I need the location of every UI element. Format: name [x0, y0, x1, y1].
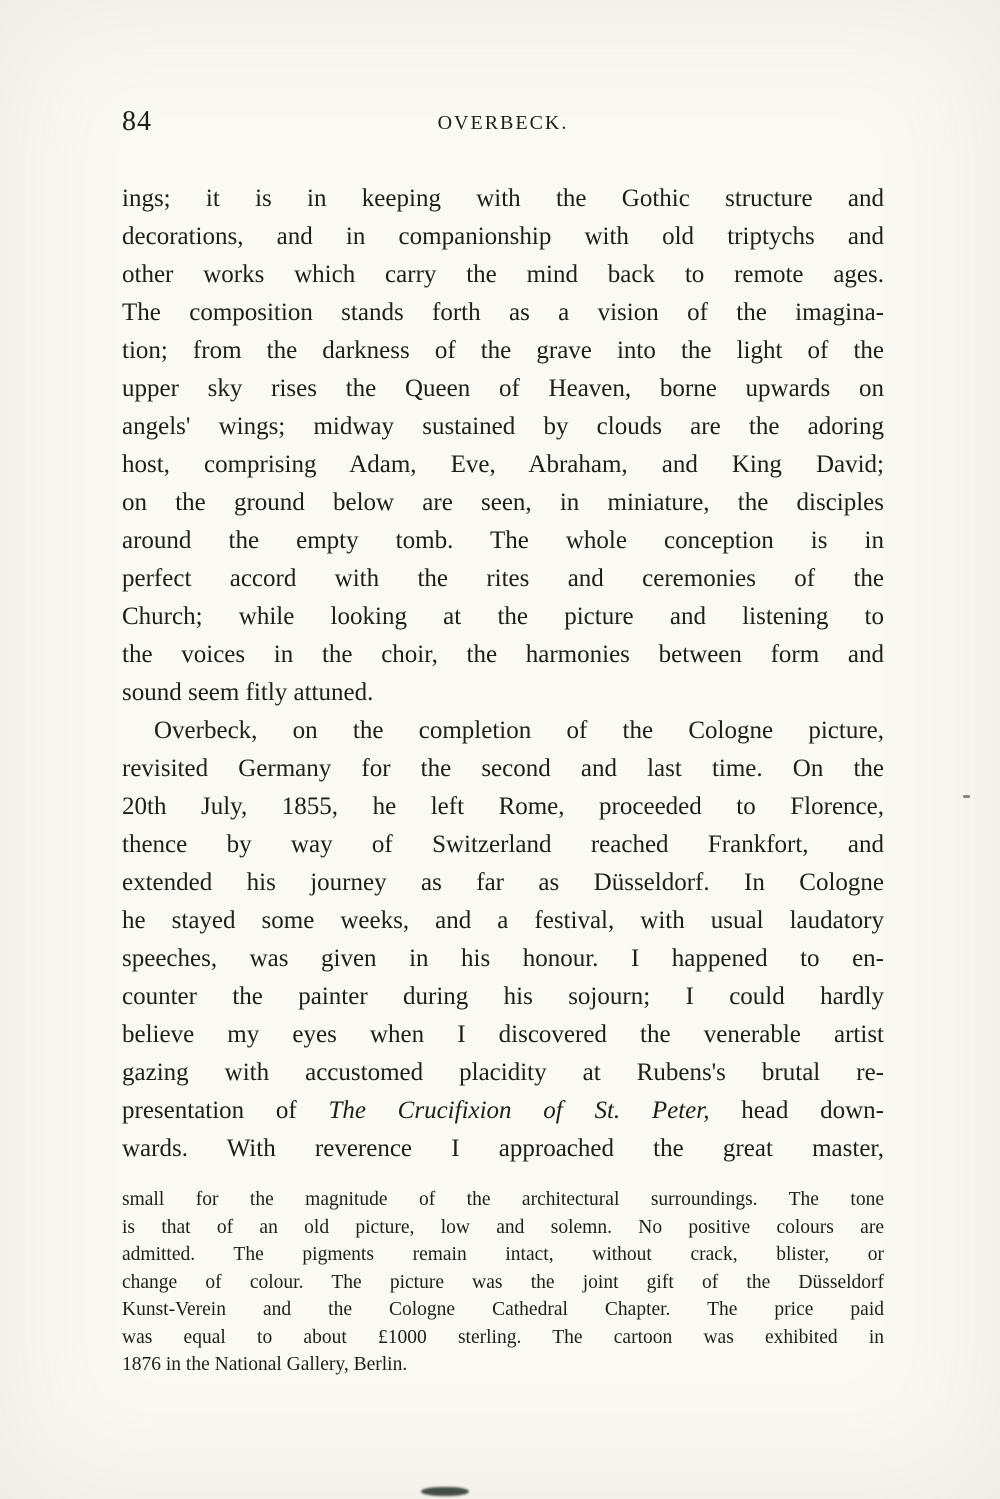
text-segment: Kunst-Verein and the Cologne Cathedral Chapter. The price paid	[122, 1299, 884, 1320]
text-line	[122, 1186, 884, 1214]
text-segment: sound seem fitly attuned.	[122, 679, 374, 706]
text-segment: around the empty tomb. The whole conception is in	[122, 527, 884, 554]
text-segment: host, comprising Adam, Eve, Abraham, and King David;	[122, 451, 884, 478]
text-line	[122, 636, 884, 674]
text-line	[122, 750, 884, 788]
text-line	[122, 978, 884, 1016]
text-segment: presentation of	[122, 1097, 329, 1124]
text-line	[122, 1092, 884, 1130]
text-line	[122, 408, 884, 446]
text-line	[122, 788, 884, 826]
text-line	[122, 864, 884, 902]
text-segment: other works which carry the mind back to remote ages.	[122, 261, 884, 288]
text-segment: he stayed some weeks, and a festival, with usual laudatory	[122, 907, 884, 934]
text-line	[122, 256, 884, 294]
text-line	[122, 332, 884, 370]
text-line	[122, 712, 884, 750]
text-segment: gazing with accustomed placidity at Rubens's brutal re-	[122, 1059, 884, 1086]
text-line	[122, 826, 884, 864]
text-segment: thence by way of Switzerland reached Frankfort, and	[122, 831, 884, 858]
text-line	[122, 180, 884, 218]
text-segment: believe my eyes when I discovered the venerable artist	[122, 1021, 884, 1048]
text-line	[122, 674, 884, 712]
text-segment: on the ground below are seen, in miniature, the disciples	[122, 489, 884, 516]
text-segment: head down-	[709, 1097, 884, 1124]
text-line	[122, 1054, 884, 1092]
text-line	[122, 522, 884, 560]
text-segment: perfect accord with the rites and ceremonies of the	[122, 565, 884, 592]
text-segment: the voices in the choir, the harmonies between form and	[122, 641, 884, 668]
running-head: OVERBECK.	[437, 112, 569, 134]
text-line	[122, 1351, 884, 1379]
text-line	[122, 1324, 884, 1352]
text-line	[122, 370, 884, 408]
text-line	[122, 294, 884, 332]
page-number: 84	[122, 106, 152, 137]
text-segment: tion; from the darkness of the grave into the light of the	[122, 337, 884, 364]
text-line	[122, 1016, 884, 1054]
scan-artifact-dash	[963, 795, 970, 798]
text-segment: angels' wings; midway sustained by clouds are the adoring	[122, 413, 884, 440]
text-segment: revisited Germany for the second and last time. On the	[122, 755, 884, 782]
text-segment: wards. With reverence I approached the great master,	[122, 1135, 884, 1162]
text-line	[122, 446, 884, 484]
text-segment: extended his journey as far as Düsseldorf. In Cologne	[122, 869, 884, 896]
text-line	[122, 484, 884, 522]
footnote	[122, 1186, 884, 1379]
text-line	[122, 1269, 884, 1297]
scan-artifact-smudge	[421, 1487, 469, 1496]
text-segment: admitted. The pigments remain intact, without crack, blister, or	[122, 1244, 884, 1265]
text-segment: Overbeck, on the completion of the Cologne picture,	[154, 717, 884, 744]
page-header	[122, 106, 884, 140]
text-line	[122, 1296, 884, 1324]
text-segment: small for the magnitude of the architectural surroundings. The tone	[122, 1189, 884, 1210]
text-segment: speeches, was given in his honour. I happened to en-	[122, 945, 884, 972]
italic-text: The Crucifixion of St. Peter,	[328, 1097, 710, 1124]
paragraph-2	[122, 712, 884, 1168]
text-line	[122, 1214, 884, 1242]
text-segment: upper sky rises the Queen of Heaven, borne upwards on	[122, 375, 884, 402]
text-segment: ings; it is in keeping with the Gothic structure and	[122, 185, 884, 212]
text-segment: 1876 in the National Gallery, Berlin.	[122, 1354, 408, 1375]
text-segment: is that of an old picture, low and solemn. No positive colours are	[122, 1216, 884, 1238]
paragraph-1	[122, 180, 884, 712]
text-line	[122, 218, 884, 256]
text-line	[122, 1241, 884, 1269]
text-segment: decorations, and in companionship with old triptychs and	[122, 223, 884, 250]
text-segment: counter the painter during his sojourn; I could hardly	[122, 983, 884, 1010]
text-segment: was equal to about £1000 sterling. The cartoon was exhibited in	[122, 1326, 884, 1348]
text-line	[122, 1130, 884, 1168]
text-segment: change of colour. The picture was the joint gift of the Düsseldorf	[122, 1271, 884, 1293]
text-line	[122, 940, 884, 978]
text-segment: The composition stands forth as a vision of the imagina-	[122, 299, 884, 326]
text-line	[122, 902, 884, 940]
body-text	[122, 180, 884, 1168]
text-segment: 20th July, 1855, he left Rome, proceeded to Florence,	[122, 793, 884, 820]
text-line	[122, 560, 884, 598]
text-segment: Church; while looking at the picture and listening to	[122, 603, 884, 630]
text-line	[122, 598, 884, 636]
